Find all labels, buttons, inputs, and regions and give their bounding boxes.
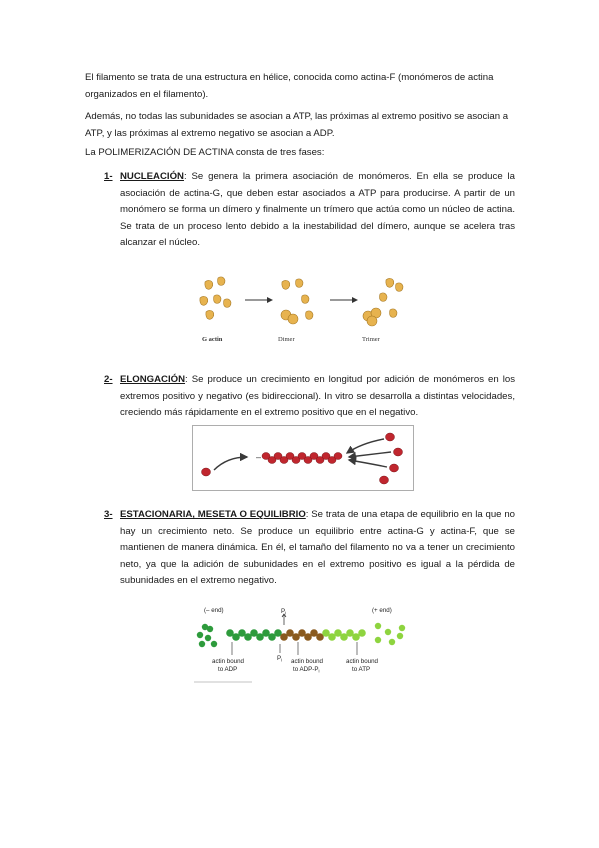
adp-label-line1: actin bound (212, 658, 244, 665)
phase-2-sep: : (185, 374, 188, 385)
phase-2-title: ELONGACIÓN (120, 374, 186, 385)
intro-paragraph-2: Además, no todas las subunidades se asocian a ATP, las próximas al extremo positivo se asocian a ATP, y las próximas al extremo negativo se asocian a ADP. (85, 111, 509, 139)
monomer-4 (214, 295, 221, 303)
free-monomer-1 (386, 433, 395, 441)
monomer-3 (200, 296, 208, 305)
nucleation-figure (190, 270, 420, 350)
monomer-8 (296, 279, 303, 287)
dimer-part-2 (288, 314, 298, 324)
monomer-6 (206, 310, 214, 319)
monomer-9 (302, 295, 309, 303)
free-monomer-2 (394, 448, 403, 456)
elongation-figure (192, 425, 414, 491)
intro-paragraph-1: El filamento se trata de una estructura en hélice, conocida como actina-F (monómeros de actina organizados en el filamento). (85, 72, 494, 100)
phase-1-text (120, 169, 515, 252)
adppi-label-line2: to ADP-$P_i$ (293, 666, 320, 674)
monomer-14 (390, 309, 397, 317)
steady-state-figure (192, 602, 412, 686)
phase-3-text (120, 507, 515, 590)
phase-3-number: 3- (104, 509, 113, 520)
monomer-5 (224, 299, 231, 307)
phase-2-number: 2- (104, 374, 113, 385)
monomer-2 (218, 277, 225, 285)
atp-segment (322, 629, 366, 641)
monomer-7 (282, 280, 290, 289)
label-dimer: Dimer (278, 336, 295, 343)
monomer-10 (306, 311, 313, 319)
monomer-1 (205, 280, 213, 289)
phase-2-text (120, 372, 515, 422)
adp-segment (226, 629, 282, 641)
label-trimer: Trimer (362, 336, 380, 343)
atp-label-line1: actin bound (346, 658, 378, 665)
trimer-part-3 (367, 316, 377, 326)
phase-1-number: 1- (104, 171, 113, 182)
phase-2-body: Se produce un crecimiento en longitud por adición de monómeros en los extremos positivo y negativo (es bidireccional). In vitro se desarrolla a distintas velocidades, creciendo más rápidamente en el extremo positivo que en el negativo. (120, 374, 515, 418)
monomer-11 (386, 278, 394, 287)
free-monomer-left (202, 468, 211, 476)
intro-paragraph-3: La POLIMERIZACIÓN DE ACTINA consta de tres fases: (85, 147, 325, 158)
minus-sign: – (256, 452, 262, 462)
label-g-actin: G actin (202, 336, 223, 343)
monomer-13 (380, 293, 387, 301)
pi-bottom-label: $P_i$ (277, 655, 283, 663)
phase-1-title: NUCLEACIÓN (120, 171, 184, 182)
adp-label-line2: to ADP (218, 666, 238, 673)
pi-top-label: $P_i$ (281, 608, 287, 616)
adp-pi-segment (280, 629, 324, 641)
phase-3-body: Se trata de una etapa de equilibrio en la que no hay un crecimiento neto. Se produce un equilibrio entre actina-G y actina-F, que se mantienen de manera dinámica. En él, el tamaño del filamento no va a tener un crecimiento neto, ya que la adición de subunidades en el extremo positivo es igual a la pérdida de subunidades en el extremo negativo. (120, 509, 515, 586)
phase-3-sep: : (305, 509, 309, 520)
atp-label-line2: to ATP (352, 666, 371, 673)
minus-end-label: (– end) (204, 607, 224, 614)
monomer-12 (396, 283, 403, 291)
plus-end-label: (+ end) (372, 607, 392, 614)
adppi-label-line1: actin bound (291, 658, 323, 665)
phase-1-body: Se genera la primera asociación de monómeros. En ella se produce la asociación de actina-G, que deben estar asociados a ATP para producirse. A partir de un monómero se forma un dímero y finalmente un trímero que actúa como un núcleo de actina. Se trata de un proceso lento debido a la inestabilidad del dímero, aunque se acelera tras alcanzar el núcleo. (120, 171, 515, 248)
free-monomer-3 (390, 464, 399, 472)
free-atp-monomer (375, 623, 381, 629)
phase-3-title: ESTACIONARIA, MESETA O EQUILIBRIO (120, 509, 306, 520)
free-monomer-4 (380, 476, 389, 484)
phase-1-sep: : (183, 171, 187, 182)
